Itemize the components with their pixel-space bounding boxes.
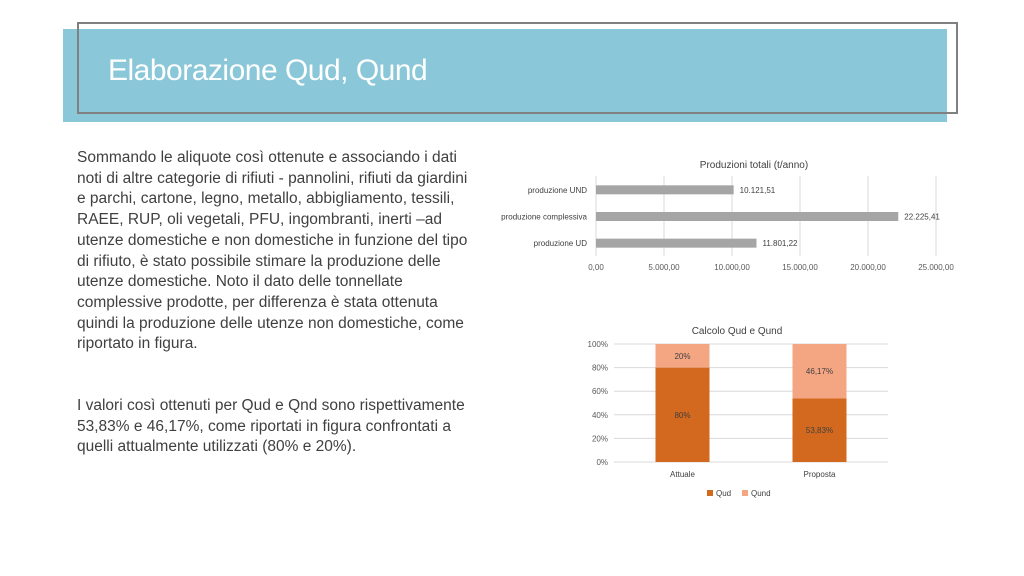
y-tick-label: 0% [596,458,608,467]
legend-swatch [707,490,713,496]
body-paragraph-1: Sommando le aliquote così ottenute e associando i dati noti di altre categorie di rifiuti - pannolini, rifiuti da giardini e parchi, cartone, legno, metallo, abbigliamento, tessili, RAEE, RUP, oli vegetali, PFU, ingombranti, inerti –ad utenze domestiche e non domestiche in funzione del tipo di rifiuto, è stato possibile stimare la produzione delle utenze domestiche. Noto il dato delle tonnellate complessive prodotte, per differenza è stata ottenuta quindi la produzione delle utenze non domestiche, come riportato in figura. [77,149,468,353]
x-category-label: Attuale [670,470,695,479]
y-tick-label: 60% [591,387,608,397]
x-category-label: Proposta [803,470,836,479]
x-tick-label: 10.000,00 [714,263,750,272]
x-tick-label: 15.000,00 [782,263,818,272]
x-tick-label: 20.000,00 [850,263,886,272]
legend-label: Qund [751,489,771,498]
chart-title: Produzioni totali (t/anno) [699,160,809,171]
data-label: 10.121,51 [739,185,776,195]
bar [596,212,898,221]
data-label: 20% [674,351,691,361]
data-label: 46,17% [805,367,834,377]
data-label: 11.801,22 [762,239,798,249]
category-label: produzione complessiva [501,212,587,222]
legend-label: Qud [716,489,732,498]
qud-stacked-chart [580,320,900,510]
data-label: 80% [674,410,691,420]
x-tick-label: 25.000,00 [918,263,954,272]
bar [596,185,734,194]
category-label: produzione UD [533,239,587,249]
y-tick-label: 100% [587,340,608,349]
chart-title: Calcolo Qud e Qund [691,326,783,337]
data-label: 53,83% [805,426,834,436]
bar [596,239,756,248]
y-tick-label: 20% [591,434,608,444]
x-tick-label: 0,00 [588,263,604,272]
y-tick-label: 40% [591,410,608,420]
x-tick-label: 5.000,00 [648,263,680,272]
production-bar-chart [470,150,980,280]
y-tick-label: 80% [591,363,608,373]
data-label: 22.225,41 [904,212,940,222]
body-paragraph-2: I valori così ottenuti per Qud e Qnd sono rispettivamente 53,83% e 46,17%, come riportati in figura confrontati a quelli attualmente utilizzati (80% e 20%). [77,397,465,456]
legend-swatch [742,490,748,496]
page-title: Elaborazione Qud, Qund [108,54,428,87]
category-label: produzione UND [527,185,587,195]
